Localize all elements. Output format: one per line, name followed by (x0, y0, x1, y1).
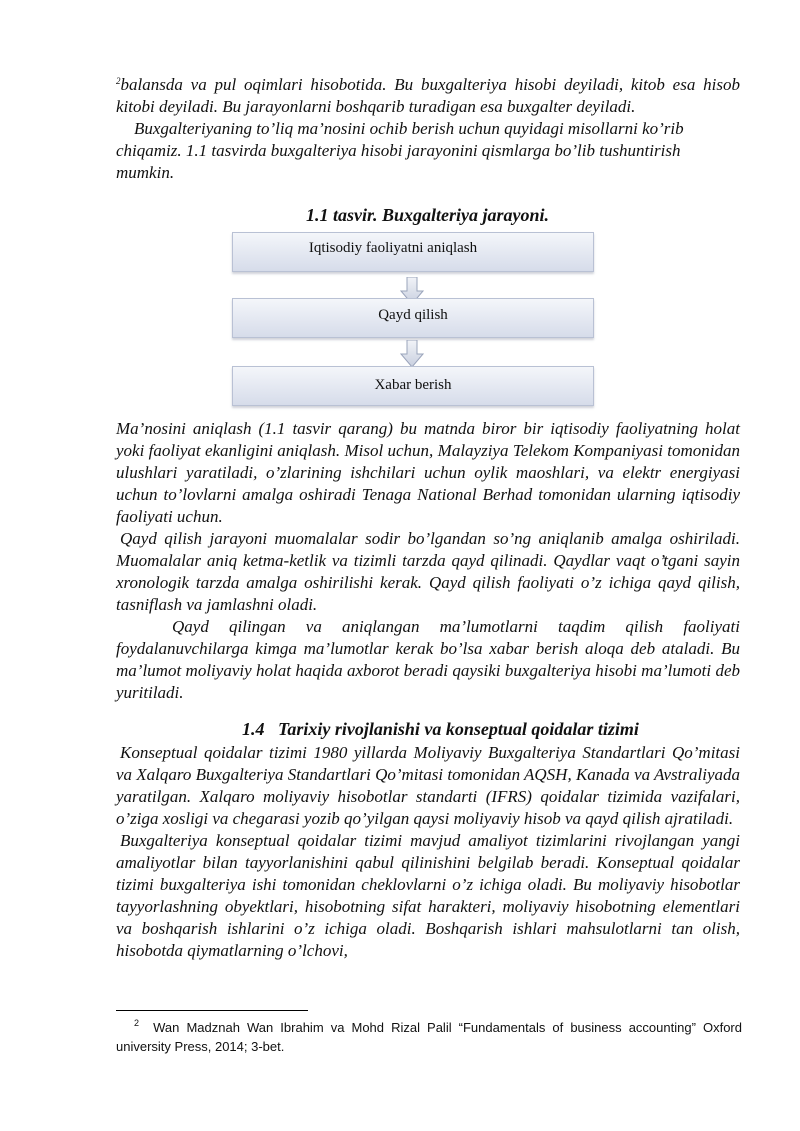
intro-paragraph-1: $^2$balansda va pul oqimlari hisobotida. Bu buxgalteriya hisobi deyiladi, kitob esa hisob kitobi deyiladi. Bu jarayonlarni boshqarib turadigan esa buxgalter deyiladi. (116, 75, 740, 116)
footnote (116, 1018, 742, 1056)
intro-paragraph-2: Buxgalteriyaning to’liq ma’nosini ochib berish uchun quyidagi misollarni ko’rib chiqamiz. 1.1 tasvirda buxgalteriya hisobi jarayonini qismlarga bo’lib tushuntirish mumkin. (116, 119, 684, 182)
down-arrow-icon (400, 340, 424, 368)
intro-block (116, 74, 740, 184)
process-step-3-label: Xabar berish (374, 376, 452, 393)
section-paragraph-2: Buxgalteriya konseptual qoidalar tizimi mavjud amaliyot tizimlarini rivojlangan yangi amaliyotlar bilan tayyorlanishini qabul qilinishini belgilab beradi. Konseptual qoidalar tizimi buxgalteriya ishi tomonidan cheklovlarni o’z ichiga oladi. Bu moliyaviy hisobotlar tayyorlashning obyektlari, hisobotning sifat harakteri, moliyaviy hisobotning elementlari va boshqarish ishlarini o’z ichiga oladi. Boshqarish ishlari mahsulotlarni tan olish, hisobotda qiymatlarning o’lchovi, (116, 831, 740, 960)
footnote-reference: 2 (116, 76, 121, 86)
footnote-marker: 2 (134, 1018, 140, 1028)
body-block (116, 418, 740, 704)
section-block (116, 742, 740, 962)
figure-caption: 1.1 tasvir. Buxgalteriya jarayoni. (306, 205, 550, 225)
section-heading (242, 719, 639, 740)
process-step-1 (232, 232, 594, 272)
footnote-text: Wan Madznah Wan Ibrahim va Mohd Rizal Palil “Fundamentals of business accounting” Oxford university Press, 2014; 3-bet. (116, 1020, 742, 1054)
process-step-2 (232, 298, 594, 338)
section-number: 1.4 (242, 719, 265, 739)
process-step-3 (232, 366, 594, 406)
section-paragraph-1: Konseptual qoidalar tizimi 1980 yillarda Moliyaviy Buxgalteriya Standartlari Qo’mitasi va Xalqaro Buxgalteriya Standartlari Qo’mitasi tomonidan AQSH, Kanada va Avstraliyada yaratilgan. Xalqaro moliyaviy hisobotlar standarti (IFRS) qoidalar tizimida vazifalari, o’ziga xosligi va chegarasi yozib qo’yilgan qaysi moliyaviy hisob va qayd qilish ajratiladi. (116, 743, 740, 828)
section-title: Tarixiy rivojlanishi va konseptual qoidalar tizimi (278, 719, 639, 739)
process-step-2-label: Qayd qilish (378, 306, 448, 323)
body-paragraph-1: Ma’nosini aniqlash (1.1 tasvir qarang) bu matnda biror bir iqtisodiy faoliyatning holat yoki faoliyat ekanligini aniqlash. Misol uchun, Malayziya Telekom Kompaniyasi tomonidan ulushlari yaratiladi, o’zlarining ishchilari uchun oylik maoshlari, va elektr energiyasi uchun to’lovlarni amalga oshiradi Tenaga National Berhad tomonidan ularning iqtisodiy faoliyati uchun. (116, 419, 740, 526)
process-step-1-label: Iqtisodiy faoliyatni aniqlash (308, 239, 478, 256)
body-paragraph-2: Qayd qilish jarayoni muomalalar sodir bo’lgandan so’ng aniqlanib amalga oshiriladi. Muomalalar aniq ketma-ketlik va tizimli tarzda qayd qilinadi. Qaydlar vaqt o’tgani sayin xronologik tarzda amalga oshirilishi kerak. Qayd qilish faoliyati o’z ichiga qayd qilish, tasniflash va jamlashni oladi. (116, 529, 740, 614)
body-paragraph-3: Qayd qilingan va aniqlangan ma’lumotlarni taqdim qilish faoliyati foydalanuvchilarga kimga ma’lumotlar kerak bo’lsa xabar berish aloqa deb ataladi. Bu ma’lumot moliyaviy holat haqida axborot beradi qaysiki buxgalteriya hisobi ma’lumoti deb yuritiladi. (116, 617, 740, 702)
footnote-separator (116, 1010, 308, 1011)
process-diagram (232, 232, 594, 406)
